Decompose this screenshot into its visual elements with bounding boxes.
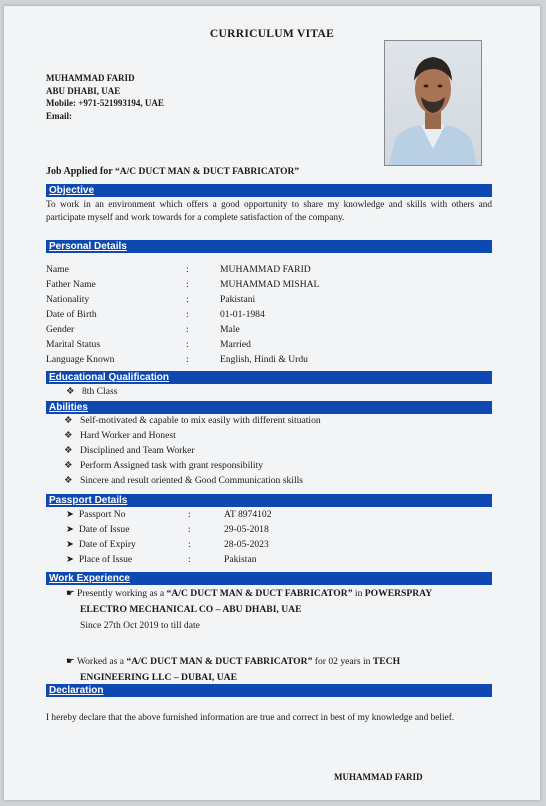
signature-name: MUHAMMAD FARID: [334, 772, 423, 782]
work2-mid: for 02 years in: [314, 656, 371, 667]
diamond-bullet-icon: ❖: [64, 445, 73, 456]
diamond-bullet-icon: ❖: [64, 475, 73, 486]
work-experience-heading: [46, 572, 492, 585]
arrow-bullet-icon: ➤: [66, 539, 75, 550]
personal-label: Name: [46, 264, 69, 275]
work2-company-b: ENGINEERING LLC – DUBAI, UAE: [80, 672, 237, 683]
work1-prefix: Presently working as a: [77, 588, 165, 599]
education-item: [66, 386, 117, 397]
arrow-bullet-icon: ➤: [66, 524, 75, 535]
work1-role: “A/C DUCT MAN & DUCT FABRICATOR”: [166, 588, 353, 599]
personal-value: Married: [220, 339, 251, 350]
passport-label: Place of Issue: [78, 554, 133, 565]
ability-text: Hard Worker and Honest: [80, 430, 176, 441]
personal-label: Father Name: [46, 279, 96, 290]
passport-label: Date of Issue: [78, 524, 130, 535]
work1-since: Since 27th Oct 2019 to till date: [80, 620, 200, 631]
ability-text: Self-motivated & capable to mix easily with different situation: [80, 415, 321, 426]
cv-page: CURRICULUM VITAE MUHAMMAD FARID ABU DHABI, UAE Mobile: +971-521993194, UAE Email: Job Applied for “A/C DUCT MAN & DUCT FABRICATOR” Objective To work in an environment which offers a good opportunity to share my knowledge and skills with others and participate myself and work towards for a complete satisfaction of the company. Personal Details Name : MUHAMMAD FARID Father Name : MUHAMMAD MISHAL Nationality : Pakistani Date of Birth : 01-01-1984 Gender : Male Marital Status : Married Language Known : English, Hindi & Urdu Educational Qualification ❖ 8th Class Abilities ❖ Self-motivated & capable to mix easily with different situation ❖ Hard Worker and Honest ❖ Disciplined and Team Worker ❖ Perform Assigned task with grant responsibility ❖ Sincere and result oriented & Good Communication skills Passport Details ➤ Passport No : AT 8974102 ➤ Date of Issue : 29-05-2018 ➤ Date of Expiry : 28-05-2023 ➤ Place of Issue : Pakistan Work Experience ☛ Presently working as a “A/C DUCT MAN & DUCT FABRICATOR” in POWERSPRAY ELECTRO MECHANICAL CO – ABU DHABI, UAE Since 27th Oct 2019 to till date ☛ Worked as a “A/C DUCT MAN & DUCT FABRICATOR” for 02 years in TECH ENGINEERING LLC – DUBAI, UAE Declaration I hereby declare that the above furnished information are true and correct in best of my knowledge and belief. MUHAMMAD FARID: [4, 6, 540, 800]
diamond-bullet-icon: ❖: [64, 430, 73, 441]
passport-label: Passport No: [78, 509, 126, 520]
passport-value: AT 8974102: [224, 509, 272, 520]
ability-item: [64, 460, 263, 471]
personal-label: Marital Status: [46, 339, 101, 350]
objective-text: To work in an environment which offers a good opportunity to share my knowledge and skills with others and participate myself and work towards for a complete satisfaction of the company.: [46, 200, 492, 223]
passport-heading: [46, 494, 492, 507]
arrow-bullet-icon: ➤: [66, 554, 75, 565]
personal-value: MUHAMMAD MISHAL: [220, 279, 320, 290]
declaration-text: I hereby declare that the above furnished information are true and correct in best of my knowledge and belief.: [46, 713, 455, 723]
personal-value: Male: [220, 324, 240, 335]
personal-value: English, Hindi & Urdu: [220, 354, 308, 365]
job-applied-position: “A/C DUCT MAN & DUCT FABRICATOR”: [115, 167, 300, 177]
work-entry-2: [66, 654, 496, 686]
passport-value: 29-05-2018: [224, 524, 269, 535]
personal-label: Gender: [46, 324, 75, 335]
diamond-bullet-icon: ❖: [64, 460, 73, 471]
ability-text: Sincere and result oriented & Good Communication skills: [80, 475, 304, 486]
document-title: CURRICULUM VITAE: [209, 28, 335, 40]
work2-company-a: TECH: [372, 656, 401, 667]
declaration-heading-text: Declaration: [49, 685, 104, 696]
personal-value: 01-01-1984: [220, 309, 265, 320]
job-applied-prefix: Job Applied for: [46, 166, 113, 177]
work1-company-b: ELECTRO MECHANICAL CO – ABU DHABI, UAE: [80, 604, 302, 615]
education-heading-text: Educational Qualification: [49, 372, 170, 383]
ability-text: Perform Assigned task with grant responsibility: [80, 460, 264, 471]
work-entry-1: [66, 586, 496, 634]
personal-label: Date of Birth: [46, 309, 97, 320]
pointer-bullet-icon: ☛: [66, 588, 75, 599]
personal-value: Pakistani: [220, 294, 256, 305]
personal-value: MUHAMMAD FARID: [220, 264, 311, 275]
abilities-heading: [46, 401, 492, 414]
education-item-text: 8th Class: [82, 386, 118, 397]
pointer-bullet-icon: ☛: [66, 656, 75, 667]
personal-label: Nationality: [46, 294, 90, 305]
ability-item: [64, 445, 195, 456]
diamond-bullet-icon: ❖: [66, 386, 75, 397]
work-experience-heading-text: Work Experience: [49, 573, 130, 584]
work1-company-a: POWERSPRAY: [364, 588, 433, 599]
work2-prefix: Worked as a: [76, 656, 125, 667]
candidate-mobile: Mobile: +971-521993194, UAE: [46, 98, 164, 108]
candidate-email: Email:: [46, 110, 72, 121]
work2-role: “A/C DUCT MAN & DUCT FABRICATOR”: [126, 656, 313, 667]
ability-item: [64, 475, 303, 486]
ability-item: [64, 415, 321, 426]
declaration-heading: [46, 684, 492, 697]
passport-label: Date of Expiry: [78, 539, 136, 550]
profile-photo: [384, 40, 482, 166]
passport-value: 28-05-2023: [224, 539, 269, 550]
work1-in: in: [354, 588, 363, 599]
passport-value: Pakistan: [224, 554, 257, 565]
arrow-bullet-icon: ➤: [66, 509, 75, 520]
education-heading: [46, 371, 492, 384]
objective-heading-text: Objective: [49, 185, 95, 196]
candidate-name: MUHAMMAD FARID: [46, 73, 135, 83]
passport-heading-text: Passport Details: [49, 495, 128, 506]
ability-text: Disciplined and Team Worker: [80, 445, 195, 456]
job-applied-line: [46, 166, 299, 177]
ability-item: [64, 430, 176, 441]
personal-details-heading: [46, 240, 492, 253]
abilities-heading-text: Abilities: [49, 402, 88, 413]
diamond-bullet-icon: ❖: [64, 415, 73, 426]
personal-label: Language Known: [46, 354, 115, 365]
candidate-city: ABU DHABI, UAE: [46, 85, 121, 96]
objective-heading: [46, 184, 492, 197]
contact-header: [46, 72, 164, 122]
personal-details-heading-text: Personal Details: [49, 241, 127, 252]
